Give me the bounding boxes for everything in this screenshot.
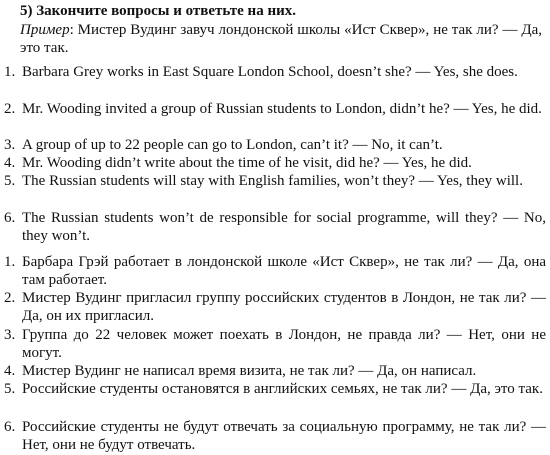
item-number: 2. bbox=[4, 101, 16, 117]
exercise-heading: 5) Закончите вопросы и ответьте на них. bbox=[20, 3, 296, 19]
item-text: Barbara Grey works in East Square London School, doesn’t she? — Yes, she does. bbox=[22, 64, 518, 80]
item-text: A group of up to 22 people can go to London, can’t it? — No, it can’t. bbox=[22, 137, 443, 153]
item-number: 4. bbox=[4, 363, 16, 379]
english-item-2 bbox=[0, 100, 548, 118]
item-text: Mr. Wooding didn’t write about the time of he visit, did he? — Yes, he did. bbox=[22, 155, 472, 171]
item-number: 2. bbox=[4, 290, 16, 306]
item-text: Российские студенты не будут отвечать за социальную программу, не так ли? — Нет, они не будут отвечать. bbox=[22, 419, 546, 453]
item-number: 1. bbox=[4, 254, 16, 270]
item-number: 3. bbox=[4, 327, 16, 343]
english-item-1 bbox=[0, 63, 548, 81]
item-text: Mr. Wooding invited a group of Russian students to London, didn’t he? — Yes, he did. bbox=[22, 101, 542, 117]
english-item-6 bbox=[0, 209, 548, 245]
russian-item-1 bbox=[0, 253, 548, 289]
item-number: 6. bbox=[4, 210, 16, 226]
example-label: Пример bbox=[20, 22, 70, 38]
russian-item-3 bbox=[0, 326, 548, 362]
english-item-5 bbox=[0, 172, 548, 190]
item-text: The Russian students won’t de responsible for social programme, will they? — No, they won’t. bbox=[22, 210, 546, 244]
english-item-4 bbox=[0, 154, 548, 172]
item-number: 1. bbox=[4, 64, 16, 80]
example-text: : Мистер Вудинг завуч лондонской школы «Ист Сквер», не так ли? — Да, это так. bbox=[20, 22, 542, 56]
item-text: The Russian students will stay with English families, won’t they? — Yes, they will. bbox=[22, 173, 523, 189]
english-item-3 bbox=[0, 136, 548, 154]
russian-item-5 bbox=[0, 380, 548, 398]
russian-item-2 bbox=[0, 289, 548, 325]
item-text: Российские студенты остановятся в английских семьях, не так ли? — Да, это так. bbox=[22, 381, 543, 397]
item-number: 4. bbox=[4, 155, 16, 171]
item-text: Группа до 22 человек может поехать в Лондон, не правда ли? — Нет, они не могут. bbox=[22, 327, 546, 361]
item-text: Барбара Грэй работает в лондонской школе «Ист Сквер», не так ли? — Да, она там работает. bbox=[22, 254, 546, 288]
russian-item-6 bbox=[0, 418, 548, 454]
item-number: 6. bbox=[4, 419, 16, 435]
item-number: 5. bbox=[4, 381, 16, 397]
item-text: Мистер Вудинг пригласил группу российских студентов в Лондон, не так ли? — Да, он их пригласил. bbox=[22, 290, 546, 324]
item-number: 3. bbox=[4, 137, 16, 153]
example-paragraph bbox=[20, 21, 542, 57]
russian-item-4 bbox=[0, 362, 548, 380]
item-text: Мистер Вудинг не написал время визита, не так ли? — Да, он написал. bbox=[22, 363, 477, 379]
item-number: 5. bbox=[4, 173, 16, 189]
